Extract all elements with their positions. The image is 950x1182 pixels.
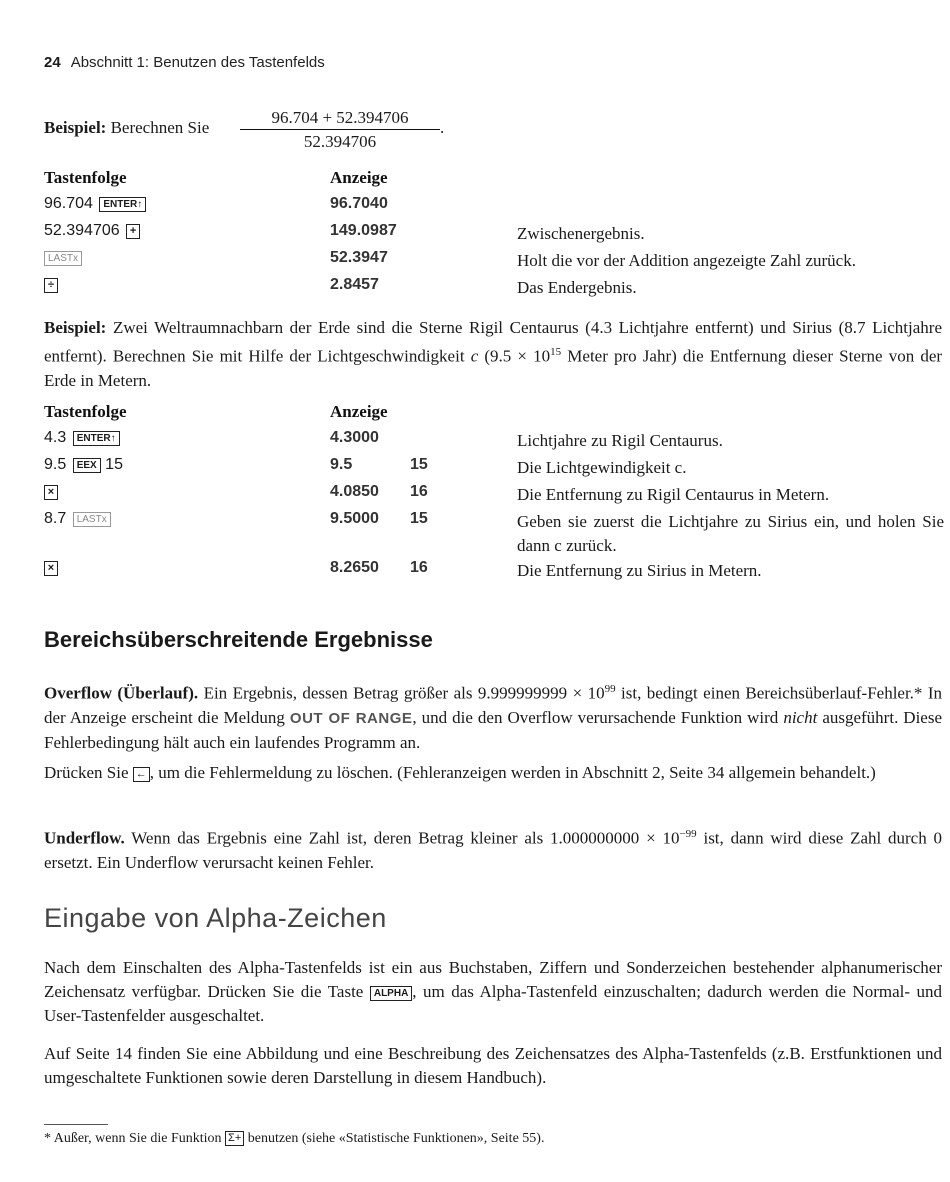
display-value: 9.5 — [330, 456, 353, 473]
display-value: 8.2650 — [330, 559, 379, 576]
page-header — [44, 54, 325, 71]
display-value: 4.3000 — [330, 429, 379, 446]
row-note: Zwischenergebnis. — [517, 224, 645, 243]
display-value: 2.8457 — [330, 276, 379, 293]
input-exponent: 15 — [105, 456, 123, 473]
display-value: 52.3947 — [330, 249, 388, 266]
row-note: Holt die vor der Addition angezeigte Zahl zurück. — [517, 251, 856, 270]
col-header-keys: Tastenfolge — [44, 168, 127, 187]
display-exponent: 16 — [410, 559, 428, 576]
exponent: −99 — [679, 828, 697, 840]
overflow-t1: Ein Ergebnis, dessen Betrag größer als 9.999999999 × 10 — [203, 683, 605, 703]
display-value: 149.0987 — [330, 222, 397, 239]
clear-paragraph — [44, 761, 942, 785]
row-note: Geben sie zuerst die Lichtjahre zu Sirius ein, und holen Sie dann c zurück. — [517, 512, 944, 555]
lastx-key-icon: LASTx — [44, 251, 82, 266]
table-row — [44, 510, 944, 559]
table-row — [44, 429, 934, 456]
row-note: Die Lichtgewindigkeit c. — [517, 458, 687, 477]
exponent: 15 — [550, 346, 562, 358]
example2-text-b: (9.5 × 10 — [484, 346, 551, 366]
col-header-display: Anzeige — [330, 168, 388, 187]
table-row — [44, 276, 934, 303]
backspace-key-icon: ← — [133, 767, 150, 782]
example1-table — [44, 168, 934, 303]
multiply-key-icon: × — [44, 561, 58, 576]
overflow-paragraph — [44, 677, 942, 755]
emphasis: nicht — [783, 707, 818, 727]
row-note: Lichtjahre zu Rigil Centaurus. — [517, 431, 723, 450]
var-c: c — [470, 346, 479, 366]
example-lead: Berechnen Sie — [110, 118, 210, 137]
underflow-t1: Wenn das Ergebnis eine Zahl ist, deren Betrag kleiner als 1.000000000 × 10 — [131, 828, 680, 848]
table-row — [44, 483, 934, 510]
fraction-period: . — [440, 118, 445, 137]
clear-t2: , um die Fehlermeldung zu löschen. (Fehleranzeigen werden in Abschnitt 2, Seite 34 allgemein behandelt.) — [149, 763, 876, 782]
section-heading: Bereichsüberschreitende Ergebnisse — [44, 627, 433, 652]
exponent: 99 — [604, 683, 616, 695]
row-note: Das Endergebnis. — [517, 278, 637, 297]
term-underflow: Underflow. — [44, 828, 125, 848]
table-row — [44, 222, 934, 249]
alpha-p1-a: Nach dem Einschalten des Alpha-Tastenfelds ist ein aus Buchstaben, Ziffern und Sonderzeichen bestehender alphanumerischer Zeichensatz verfügbar. Drücken Sie die Taste — [44, 958, 942, 1001]
input-value: 52.394706 — [44, 222, 120, 239]
overflow-t2: ist, bedingt einen Bereichsüberlauf-Fehler.* In der Anzeige erscheint die Meldung — [44, 683, 943, 727]
fraction-numerator: 96.704 + 52.394706 — [240, 108, 440, 130]
alpha-paragraph-2: Auf Seite 14 finden Sie eine Abbildung und eine Beschreibung des Zeichensatzes des Alpha-Tastenfelds (z.B. Erstfunktionen und umgeschaltete Funktionen sowie deren Darstellung in diesem Handbuch). — [44, 1044, 942, 1087]
section-heading: Eingabe von Alpha-Zeichen — [44, 903, 387, 933]
section-title: Abschnitt 1: Benutzen des Tastenfelds — [70, 54, 325, 71]
alpha-p1-b: , um das Alpha-Tastenfeld einzuschalten; dadurch werden die Normal- und User-Tastenfelder ausgeschaltet. — [44, 982, 943, 1025]
sigma-plus-key-icon: Σ+ — [225, 1131, 244, 1146]
plus-key-icon: + — [126, 224, 140, 239]
overflow-t4: ausgeführt. Diese Fehlerbedingung hält auch ein laufendes Programm an. — [44, 707, 943, 752]
overflow-t3: , und die den Overflow verursachende Funktion wird — [412, 707, 779, 727]
footnote-t2: benutzen (siehe «Statistische Funktionen», Seite 55). — [247, 1131, 545, 1146]
display-exponent: 15 — [410, 456, 428, 473]
underflow-t2: ist, dann wird diese Zahl durch 0 ersetzt. Ein Underflow verursacht keinen Fehler. — [44, 828, 942, 872]
page-number: 24 — [44, 54, 61, 71]
display-value: 9.5000 — [330, 510, 379, 527]
footnote — [44, 1131, 544, 1147]
fraction — [240, 108, 440, 152]
table-row — [44, 249, 934, 276]
multiply-key-icon: × — [44, 485, 58, 500]
footnote-rule — [44, 1124, 108, 1125]
eex-key-icon: EEX — [73, 458, 101, 473]
table-row — [44, 559, 934, 586]
input-value: 4.3 — [44, 429, 67, 446]
input-value: 96.704 — [44, 195, 93, 212]
display-value: 4.0850 — [330, 483, 379, 500]
input-value: 9.5 — [44, 456, 67, 473]
underflow-paragraph — [44, 822, 942, 875]
example2-text-a: Zwei Weltraumnachbarn der Erde sind die Sterne Rigil Centaurus (4.3 Lichtjahre entfernt) und Sirius (8.7 Lichtjahre entfernt). Berechnen Sie mit Hilfe der Lichtgeschwindigkeit — [44, 318, 942, 366]
alpha-key-icon: ALPHA — [370, 986, 412, 1001]
footnote-t1: * Außer, wenn Sie die Funktion — [44, 1131, 222, 1146]
example2-table — [44, 402, 944, 586]
row-note: Die Entfernung zu Sirius in Metern. — [517, 561, 762, 580]
example2-text — [44, 316, 942, 393]
table-row — [44, 195, 934, 222]
example1-formula — [44, 108, 464, 152]
table-row — [44, 456, 934, 483]
divide-key-icon: ÷ — [44, 278, 58, 293]
display-exponent: 15 — [410, 510, 428, 527]
col-header-keys: Tastenfolge — [44, 402, 127, 421]
example-label: Beispiel: — [44, 318, 107, 337]
fraction-denominator: 52.394706 — [303, 132, 377, 151]
display-exponent: 16 — [410, 483, 428, 500]
enter-key-icon: ENTER↑ — [99, 197, 146, 212]
example2-text-c: Meter pro Jahr) die Entfernung dieser Sterne von der Erde in Metern. — [44, 346, 943, 390]
alpha-paragraph-1 — [44, 956, 942, 1028]
row-note: Die Entfernung zu Rigil Centaurus in Metern. — [517, 485, 830, 504]
display-value: 96.7040 — [330, 195, 388, 212]
lastx-key-icon: LASTx — [73, 512, 111, 527]
clear-t1: Drücken Sie — [44, 763, 129, 782]
col-header-display: Anzeige — [330, 402, 388, 421]
error-message: OUT OF RANGE — [289, 709, 413, 727]
example-label: Beispiel: — [44, 118, 107, 137]
term-overflow: Overflow (Überlauf). — [44, 683, 199, 703]
input-value: 8.7 — [44, 510, 67, 527]
enter-key-icon: ENTER↑ — [73, 431, 120, 446]
